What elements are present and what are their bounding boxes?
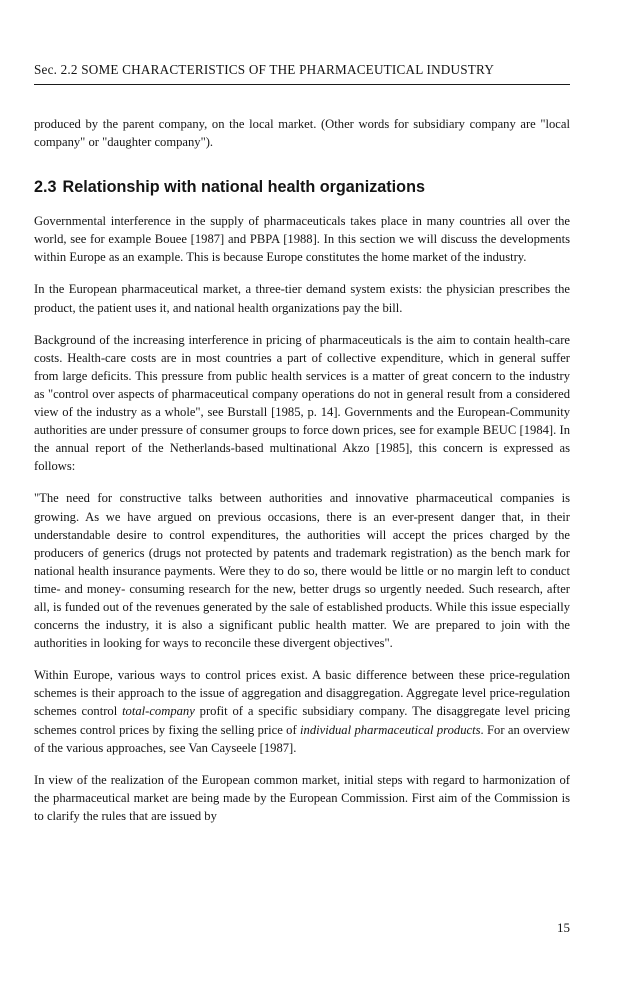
paragraph: In the European pharmaceutical market, a three-tier demand system exists: the physician prescribes the product, the patient uses it, and national health organizations pay the bill.	[34, 282, 570, 315]
section-title: Relationship with national health organizations	[62, 178, 425, 197]
block-quote: "The need for constructive talks between authorities and innovative pharmaceutical companies is growing. As we have argued on previous occasions, there is an ever-present danger that, in their understandable desire to control expenditures, the authorities will accept the prices charged by the producers of generics (drugs not protected by patents and trademark registration) as the bench mark for national health insurance payments. Were they to do so, there would be little or no margin left to conduct time- and money- consuming research for the new, better drugs so urgently needed. Such research, after all, is funded out of the revenues generated by the sale of established products. While this issue especially concerns the industry, it is also a significant public health matter. We are prepared to join with the authorities in looking for ways to reconcile these divergent objectives".	[34, 491, 570, 651]
page-number: 15	[557, 920, 570, 935]
text-run: profit of a specific subsidiary company. The disaggregate level pricing schemes control prices by fixing the selling price of	[34, 704, 570, 737]
paragraph: Governmental interference in the supply of pharmaceuticals takes place in many countries all over the world, see for example Bouee [1987] and PBPA [1988]. In this section we will discuss the developments within Europe as an example. This is because Europe constitutes the home market of the industry.	[34, 214, 570, 265]
emphasis-text: individual pharmaceutical products	[300, 722, 481, 737]
text-run: . For an overview of the various approaches, see Van Cayseele [1987].	[34, 722, 570, 755]
emphasis-text: total-company	[122, 704, 195, 719]
paragraph	[34, 666, 570, 756]
paragraph: In view of the realization of the European common market, initial steps with regard to harmonization of the pharmaceutical market are being made by the European Commission. First aim of the Commission is to clarify the rules that are issued by	[34, 772, 570, 823]
text-run: Within Europe, various ways to control prices exist. A basic difference between these price-regulation schemes is their approach to the issue of aggregation and disaggregation. Aggregate level price-regulation schemes control	[34, 668, 570, 719]
section-heading	[34, 177, 570, 197]
paragraph-continuation: produced by the parent company, on the local market. (Other words for subsidiary company are "local company" or "daughter company").	[34, 117, 570, 150]
header-rule	[34, 84, 570, 85]
section-number: 2.3	[34, 178, 57, 197]
paragraph: Background of the increasing interference in pricing of pharmaceuticals is the aim to contain health-care costs. Health-care costs are in most countries a part of collective expenditure, which in general suffer from large deficits. This pressure from public health services is a matter of great concern to the industry as "control over aspects of pharmaceutical company operations do not in general result from a considered view of the industry as a whole", see Burstall [1985, p. 14]. Governments and the European-Community authorities are under pressure of consumer groups to force down prices, see for example BEUC [1984]. In the annual report of the Netherlands-based multinational Akzo [1985], this concern is expressed as follows:	[34, 332, 570, 474]
body-text	[34, 115, 570, 839]
running-header: Sec. 2.2 SOME CHARACTERISTICS OF THE PHARMACEUTICAL INDUSTRY	[34, 62, 495, 77]
